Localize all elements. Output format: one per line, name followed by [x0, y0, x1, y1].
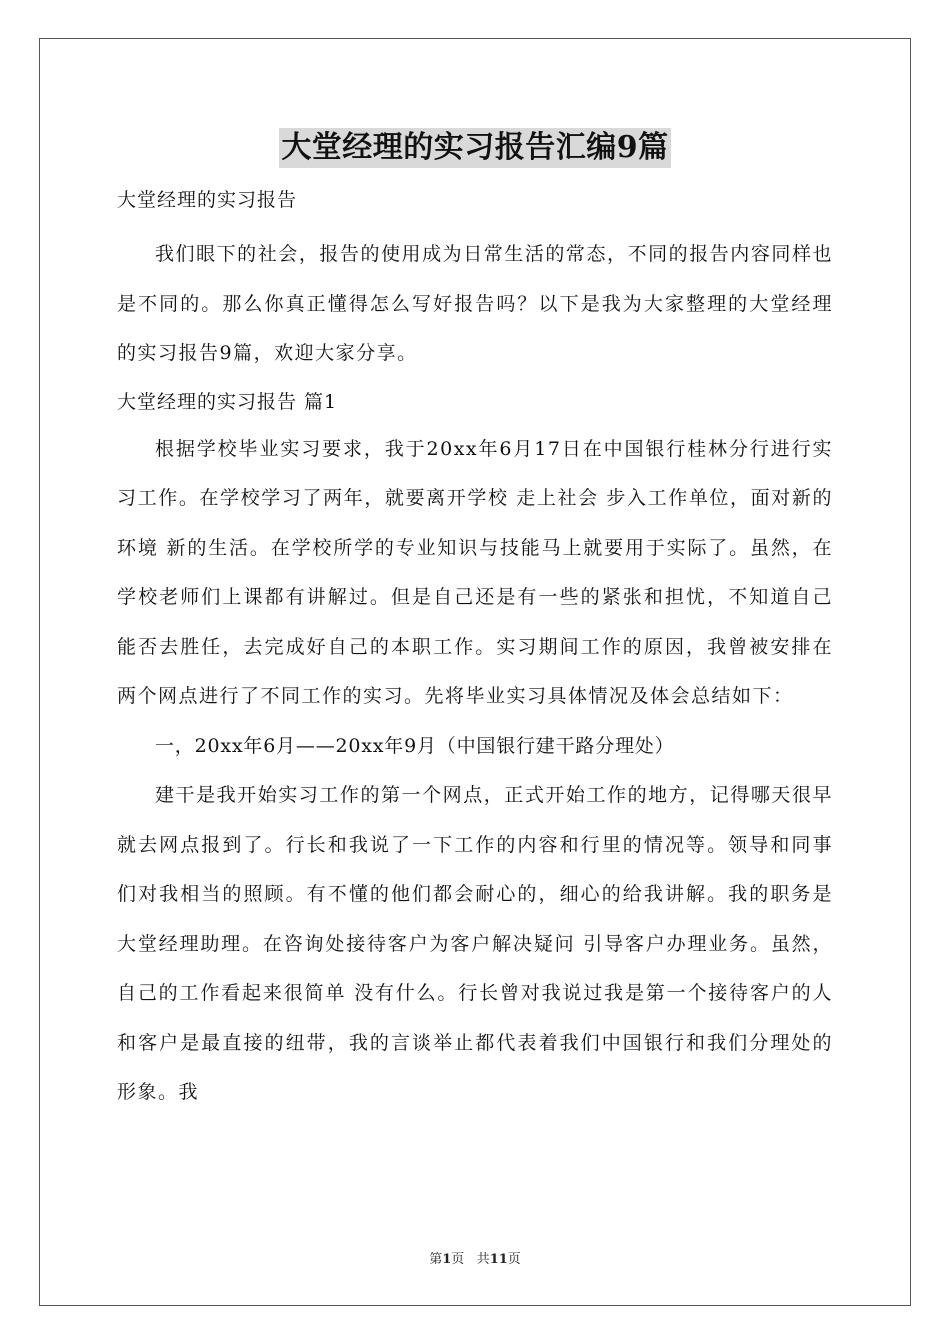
footer-total-suffix: 页 [507, 1252, 521, 1267]
document-title: 大堂经理的实习报告汇编9篇 [279, 128, 670, 168]
document-body [117, 180, 833, 1118]
footer-total-prefix: 共 [476, 1252, 490, 1267]
intro-paragraph: 我们眼下的社会，报告的使用成为日常生活的常态，不同的报告内容同样也是不同的。那么你真正懂得怎么写好报告吗？以下是我为大家整理的大堂经理的实习报告9篇，欢迎大家分享。 [117, 243, 833, 364]
title-container [0, 128, 950, 168]
subheading-report: 大堂经理的实习报告 [117, 189, 298, 211]
footer-page-number: 1 [442, 1252, 452, 1267]
footer-prefix: 第 [429, 1252, 443, 1267]
spacer [117, 220, 833, 230]
section-heading-1: 一，20xx年6月——20xx年9月（中国银行建干路分理处） [155, 734, 675, 757]
footer-page-suffix: 页 [451, 1252, 465, 1267]
body-paragraph-1: 根据学校毕业实习要求，我于20xx年6月17日在中国银行桂林分行进行实习工作。在学校学习了两年，就要离开学校 走上社会 步入工作单位，面对新的环境 新的生活。在学校所学的专业知识与技能马上就要用于实际了。虽然，在学校老师们上课都有讲解过。但是自己还是有一些的紧张和担忧，不知道自己能否去胜任，去完成好自己的本职工作。实习期间工作的原因，我曾被安排在两个网点进行了不同工作的实习。先将毕业实习具体情况及体会总结如下： [117, 437, 833, 707]
footer-total-pages: 11 [489, 1252, 508, 1267]
subheading-article-1: 大堂经理的实习报告 篇1 [117, 390, 338, 413]
body-paragraph-2: 建干是我开始实习工作的第一个网点，正式开始工作的地方，记得哪天很早就去网点报到了。行长和我说了一下工作的内容和行里的情况等。领导和同事们对我相当的照顾。有不懂的他们都会耐心的，细心的给我讲解。我的职务是大堂经理助理。在咨询处接待客户为客户解决疑问 引导客户办理业务。虽然，自己的工作看起来很简单 没有什么。行长曾对我说过我是第一个接待客户的人和客户是最直接的纽带，我的言谈举止都代表着我们中国银行和我们分理处的形象。我 [117, 784, 833, 1103]
page-footer [0, 1248, 950, 1267]
